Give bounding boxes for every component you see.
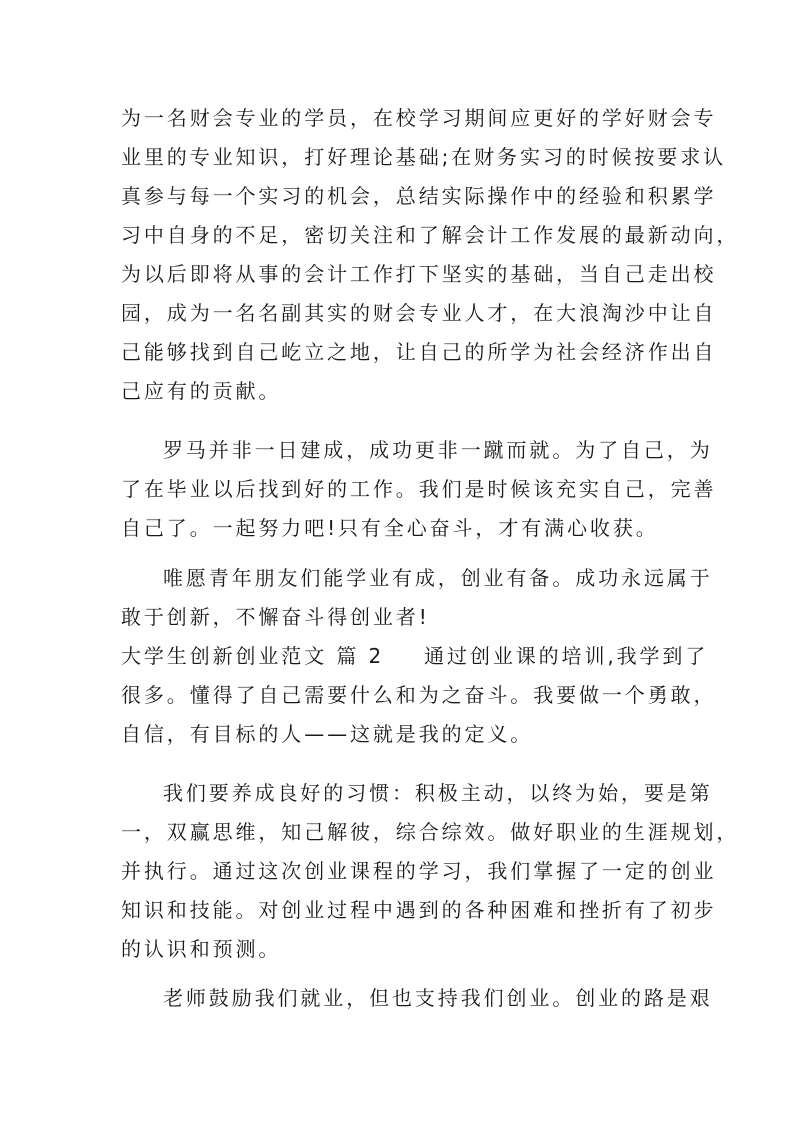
paragraph-text: 通过创业课的培训,我学到了 bbox=[424, 644, 709, 668]
paragraph-line: 己能够找到自己屹立之地，让自己的所学为社会经济作出自 bbox=[121, 340, 717, 364]
paragraph-line: 老师鼓励我们就业，但也支持我们创业。创业的路是艰 bbox=[163, 986, 713, 1010]
paragraph-line: 习中自身的不足，密切关注和了解会计工作发展的最新动向， bbox=[121, 223, 740, 247]
paragraph-line: 一，双赢思维，知己解彼，综合综效。做好职业的生涯规划， bbox=[121, 820, 740, 844]
paragraph-line: 罗马并非一日建成，成功更非一蹴而就。为了自己，为 bbox=[163, 438, 713, 462]
paragraph-line: 园，成为一名名副其实的财会专业人才，在大浪淘沙中让自 bbox=[121, 301, 717, 325]
paragraph-line: 自己了。一起努力吧!只有全心奋斗，才有满心收获。 bbox=[121, 516, 659, 540]
paragraph-line: 我们要养成良好的习惯：积极主动，以终为始，要是第 bbox=[163, 781, 713, 805]
paragraph-line: 的认识和预测。 bbox=[121, 937, 282, 961]
paragraph-line: 知识和技能。对创业过程中遇到的各种困难和挫折有了初步 bbox=[121, 898, 717, 922]
paragraph-line: 敢于创新，不懈奋斗得创业者! bbox=[121, 605, 430, 629]
paragraph-line: 唯愿青年朋友们能学业有成，创业有备。成功永远属于 bbox=[163, 566, 713, 590]
paragraph-line: 自信，有目标的人——这就是我的定义。 bbox=[121, 722, 534, 746]
paragraph-line: 很多。懂得了自己需要什么和为之奋斗。我要做一个勇敢， bbox=[121, 683, 717, 707]
paragraph-line: 了在毕业以后找到好的工作。我们是时候该充实自己，完善 bbox=[121, 477, 717, 501]
paragraph-line: 为一名财会专业的学员，在校学习期间应更好的学好财会专 bbox=[121, 106, 717, 130]
section-heading: 大学生创新创业范文 篇 2 bbox=[121, 644, 385, 668]
paragraph-line: 真参与每一个实习的机会，总结实际操作中的经验和积累学 bbox=[121, 184, 717, 208]
paragraph-line: 己应有的贡献。 bbox=[121, 379, 282, 403]
paragraph-line: 并执行。通过这次创业课程的学习，我们掌握了一定的创业 bbox=[121, 859, 717, 883]
section-heading-line bbox=[121, 641, 708, 671]
paragraph-line: 为以后即将从事的会计工作打下坚实的基础，当自己走出校 bbox=[121, 262, 717, 286]
paragraph-line: 业里的专业知识，打好理论基础;在财务实习的时候按要求认 bbox=[121, 145, 727, 169]
